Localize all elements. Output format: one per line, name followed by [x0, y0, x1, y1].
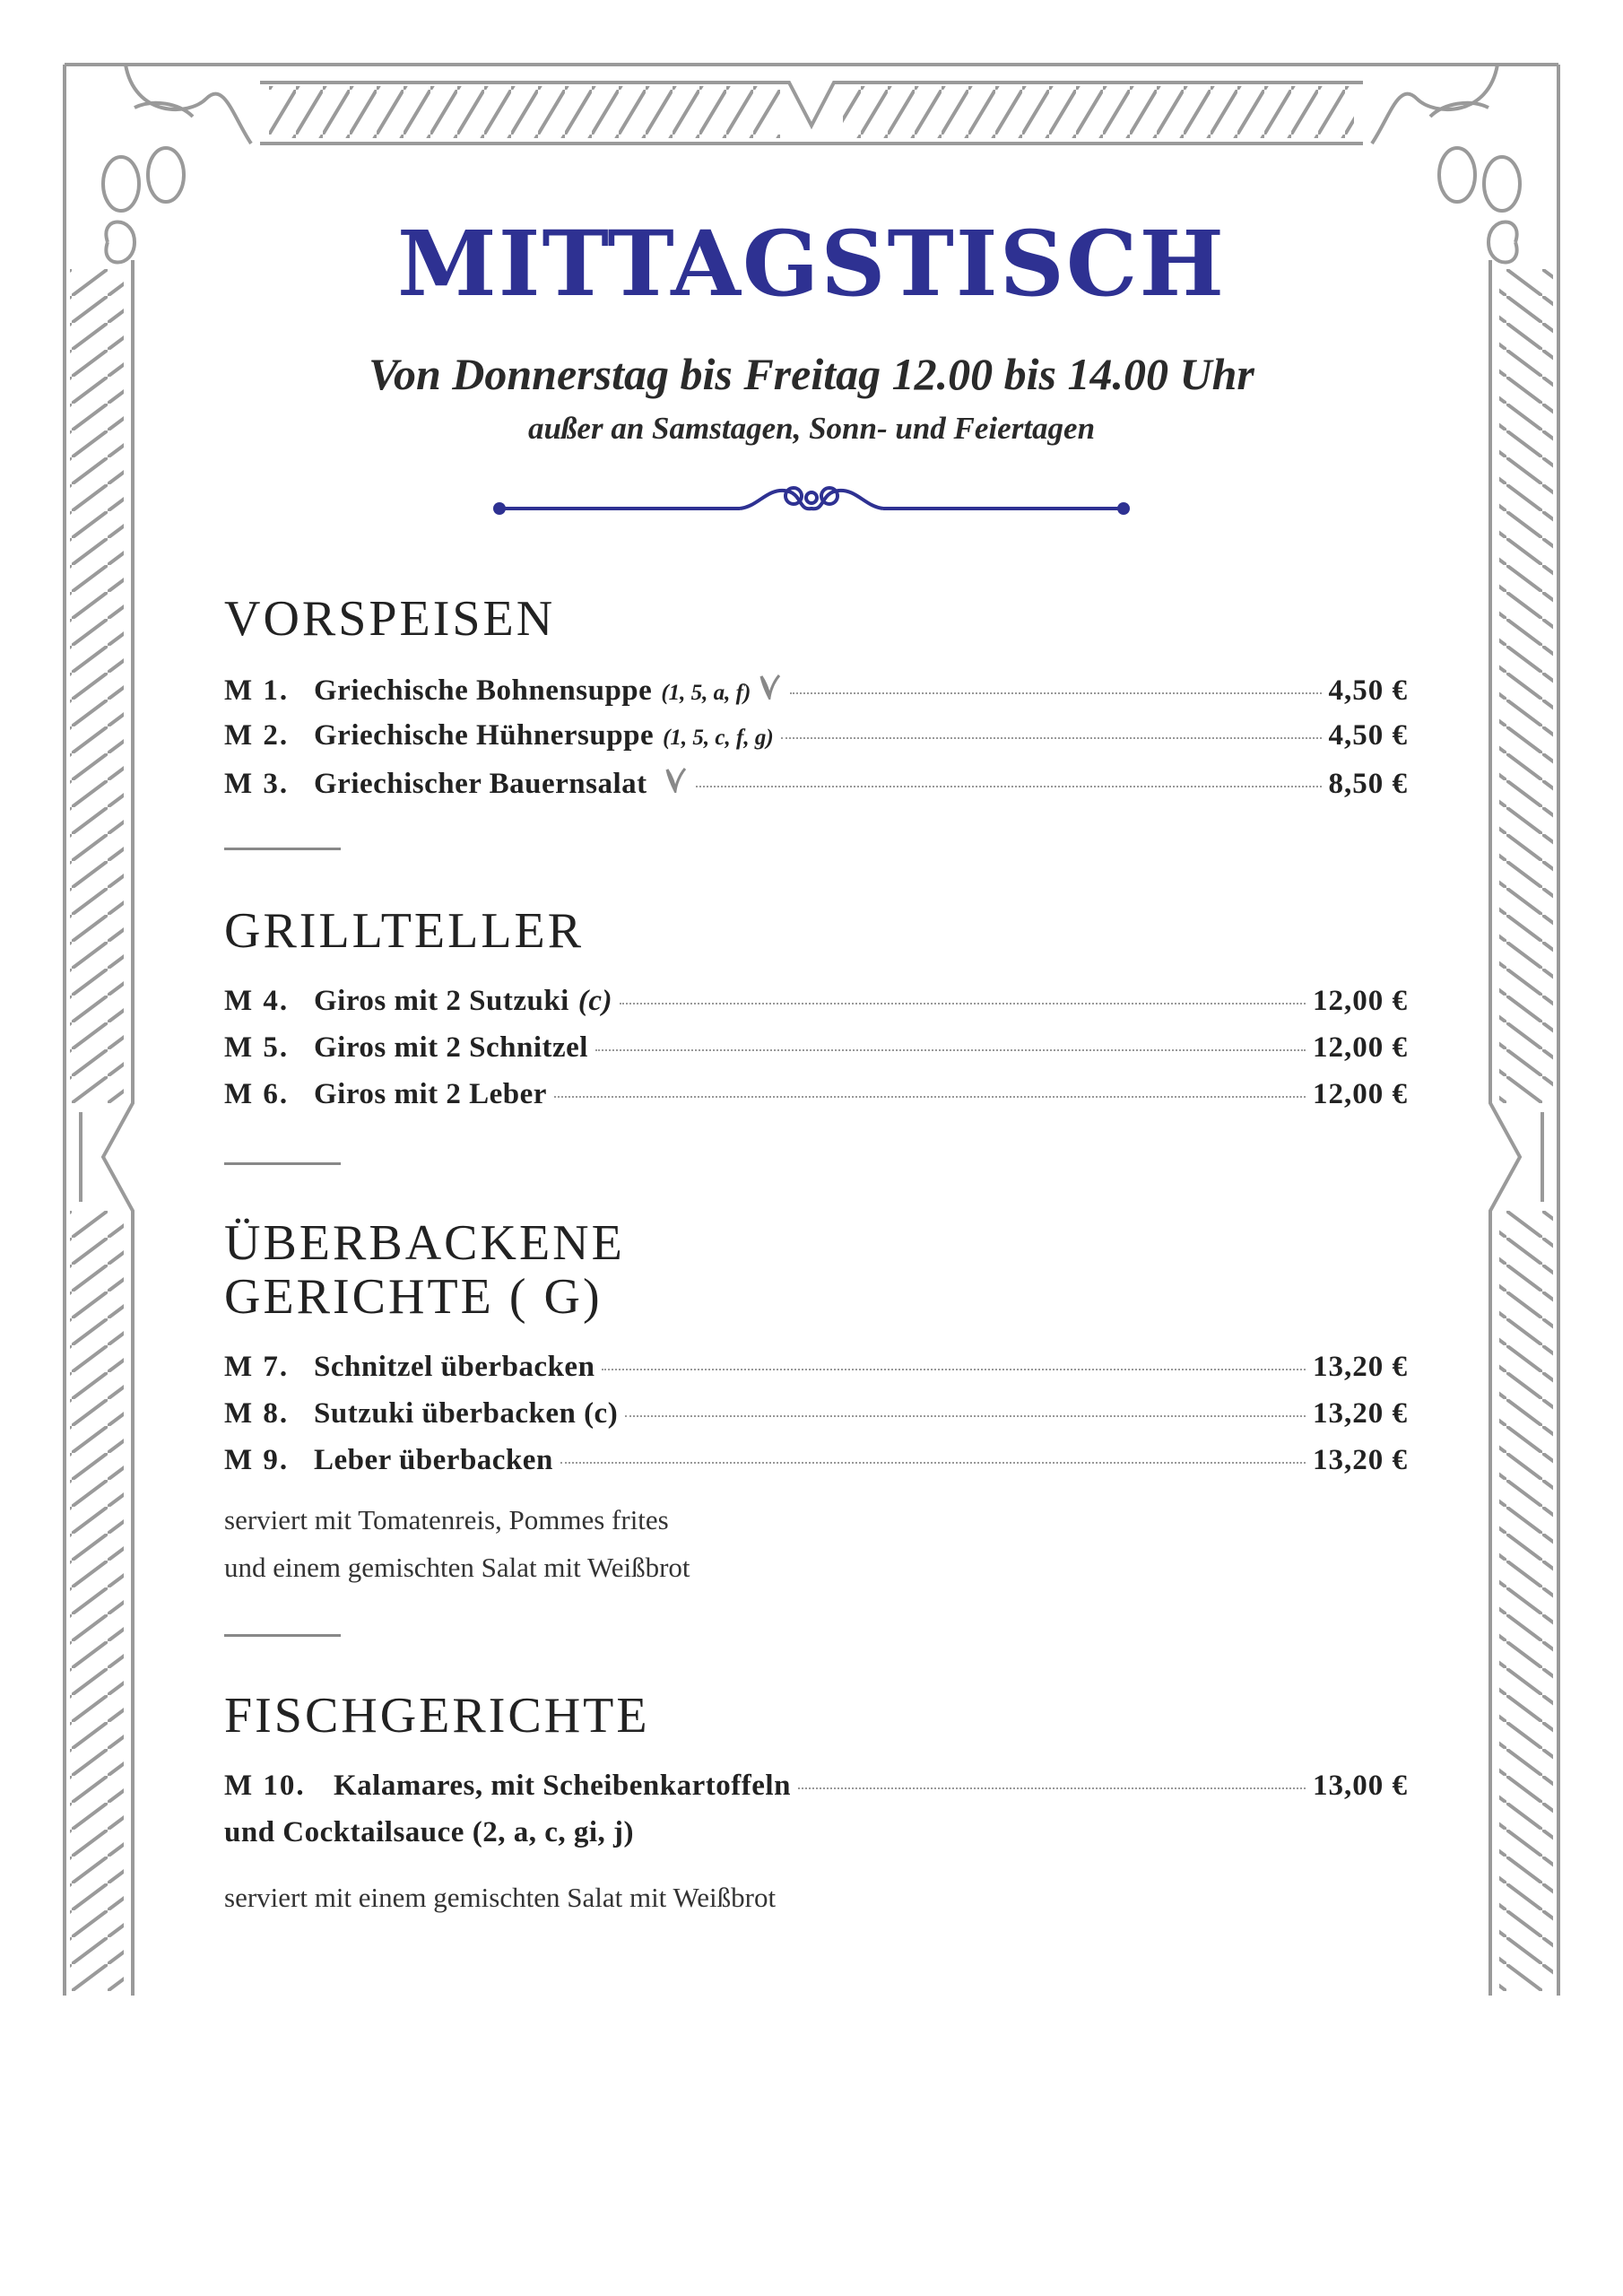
section-ueberbackene-gerichte — [224, 1216, 1408, 1591]
section-title: FISCHGERICHTE — [224, 1688, 650, 1744]
item-name: Griechische Hühnersuppe — [314, 719, 655, 752]
ornament-divider — [489, 471, 1134, 525]
leader-dots — [554, 1096, 1306, 1098]
menu-item-m1 — [224, 673, 1408, 719]
item-name: Giros mit 2 Schnitzel — [314, 1031, 588, 1064]
leader-dots — [790, 692, 1321, 694]
section-title — [224, 1216, 1408, 1324]
item-price: 8,50 € — [1328, 768, 1408, 800]
item-price: 4,50 € — [1328, 719, 1408, 752]
item-allergens: (1, 5, c, f, g) — [663, 726, 774, 750]
item-code: M 9. — [224, 1444, 290, 1476]
section-note — [224, 1496, 1408, 1591]
item-allergens: (1, 5, a, f) — [661, 681, 751, 705]
item-name: Giros mit 2 Leber — [314, 1078, 547, 1110]
closed-days-note: außer an Samstagen, Sonn- und Feiertagen — [527, 411, 1096, 446]
note-line: serviert mit Tomatenreis, Pommes frites — [224, 1504, 669, 1535]
section-rule — [224, 1634, 341, 1637]
section-fischgerichte — [224, 1689, 1408, 1921]
item-name: Giros mit 2 Sutzuki — [314, 985, 569, 1017]
item-name: Griechische Bohnensuppe — [314, 674, 653, 707]
top-hatch-right — [843, 86, 1354, 138]
section-vorspeisen — [224, 592, 1408, 813]
item-code: M 3. — [224, 768, 290, 800]
menu-item-m3 — [224, 766, 1408, 813]
vegetarian-leaf-icon — [756, 673, 783, 700]
vegetarian-leaf-icon — [662, 766, 689, 793]
menu-item-m5 — [224, 1031, 1408, 1078]
menu-item-m4 — [224, 985, 1408, 1031]
menu-item-m6 — [224, 1078, 1408, 1125]
item-name: Griechischer Bauernsalat — [314, 768, 647, 800]
item-name: Leber überbacken — [314, 1444, 553, 1476]
menu-item-m7 — [224, 1351, 1408, 1397]
leader-dots — [560, 1462, 1306, 1464]
section-title: VORSPEISEN — [224, 591, 556, 647]
right-hatch-bottom — [1499, 1211, 1553, 1991]
item-price: 12,00 € — [1313, 985, 1408, 1017]
top-hatch-left — [269, 86, 780, 138]
item-code: M 1. — [224, 674, 290, 707]
item-price: 4,50 € — [1328, 674, 1408, 707]
note-line: und einem gemischten Salat mit Weißbrot — [224, 1552, 690, 1583]
item-price: 13,20 € — [1313, 1351, 1408, 1383]
menu-item-m8 — [224, 1397, 1408, 1444]
leader-dots — [625, 1415, 1306, 1417]
leader-dots — [595, 1049, 1306, 1051]
item-price: 13,20 € — [1313, 1444, 1408, 1476]
leader-dots — [602, 1369, 1306, 1370]
opening-hours: Von Donnerstag bis Freitag 12.00 bis 14.00 Uhr — [369, 349, 1254, 399]
section-rule — [224, 1162, 341, 1165]
left-hatch-bottom — [70, 1211, 124, 1991]
section-title-line2: GERICHTE ( G) — [224, 1269, 603, 1325]
item-code: M 10. — [224, 1770, 306, 1802]
item-name-continuation: und Cocktailsauce (2, a, c, gi, j) — [224, 1816, 634, 1848]
leader-dots — [696, 786, 1322, 787]
section-note: serviert mit einem gemischten Salat mit Weißbrot — [224, 1882, 777, 1913]
menu-item-m9 — [224, 1444, 1408, 1491]
item-code: M 5. — [224, 1031, 290, 1064]
item-code: M 8. — [224, 1397, 290, 1430]
section-title-line1: ÜBERBACKENE — [224, 1215, 625, 1271]
item-price: 13,20 € — [1313, 1397, 1408, 1430]
menu-item-m10 — [224, 1770, 1408, 1816]
menu-item-m2 — [224, 719, 1408, 766]
section-rule — [224, 848, 341, 850]
leader-dots — [620, 1003, 1306, 1004]
page-title: MITTAGSTISCH — [397, 211, 1226, 317]
item-name: Schnitzel überbacken — [314, 1351, 595, 1383]
item-name: Sutzuki überbacken (c) — [314, 1397, 619, 1430]
item-price: 13,00 € — [1313, 1770, 1408, 1802]
item-code: M 2. — [224, 719, 290, 752]
item-name: Kalamares, mit Scheibenkartoffeln — [334, 1770, 791, 1802]
leader-dots — [781, 737, 1322, 739]
item-code: M 4. — [224, 985, 290, 1017]
item-price: 12,00 € — [1313, 1078, 1408, 1110]
leader-dots — [798, 1787, 1306, 1789]
section-grillteller — [224, 904, 1408, 1125]
item-allergens: (c) — [577, 985, 612, 1017]
item-code: M 6. — [224, 1078, 290, 1110]
section-title: GRILLTELLER — [224, 903, 585, 959]
item-price: 12,00 € — [1313, 1031, 1408, 1064]
item-code: M 7. — [224, 1351, 290, 1383]
